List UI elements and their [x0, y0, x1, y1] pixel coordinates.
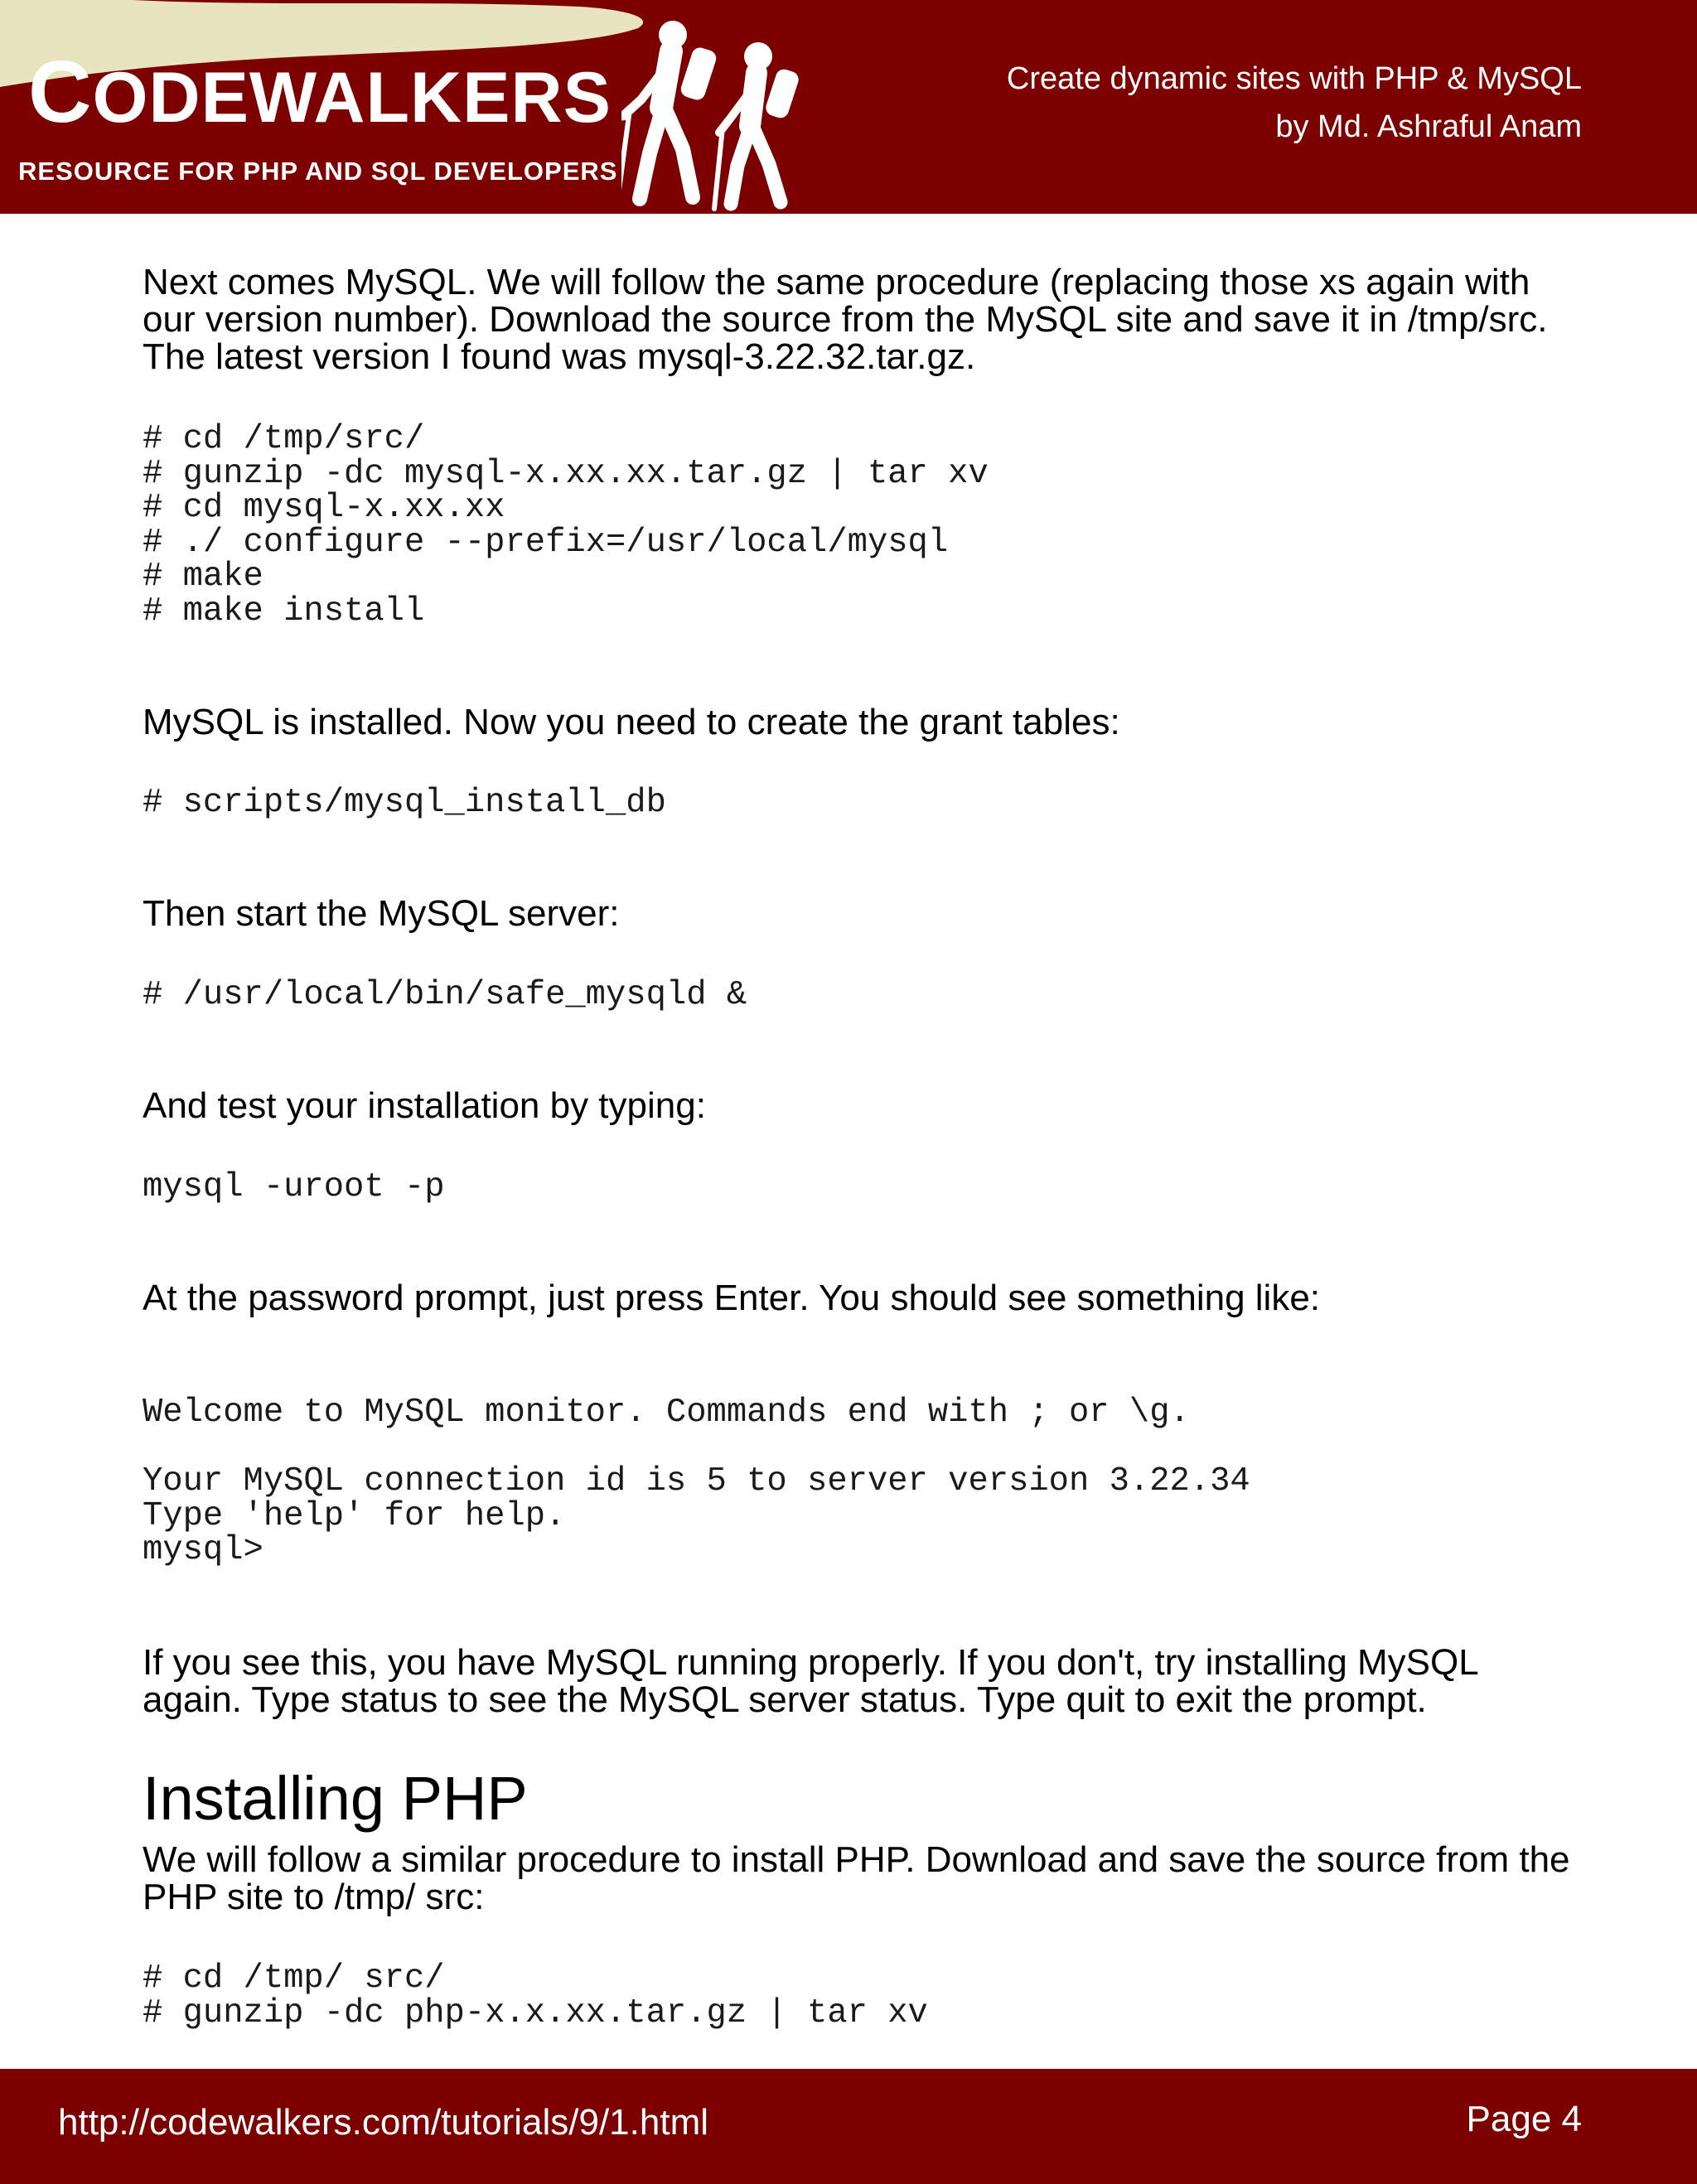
code-line	[143, 1431, 1250, 1466]
footer-url-link[interactable]: http://codewalkers.com/tutorials/9/1.html	[58, 2102, 708, 2143]
page-footer	[0, 2069, 1697, 2184]
grant-tables-paragraph: MySQL is installed. Now you need to create the grant tables:	[143, 702, 1120, 742]
code-line: # ./ configure --prefix=/usr/local/mysql	[143, 523, 949, 562]
document-title: Create dynamic sites with PHP & MySQL	[1006, 61, 1582, 96]
php-intro-paragraph: We will follow a similar procedure to install PHP. Download and save the source from the PHP site to /tmp/ src:	[143, 1839, 1570, 1917]
mysql-output-code	[143, 1396, 1250, 1568]
test-install-code	[143, 1168, 445, 1206]
code-line: # make	[143, 558, 263, 596]
test-install-paragraph: And test your installation by typing:	[143, 1085, 706, 1126]
code-line: # cd /tmp/src/	[143, 420, 425, 458]
code-line: mysql -uroot -p	[143, 1168, 445, 1206]
start-server-paragraph: Then start the MySQL server:	[143, 893, 620, 934]
code-line: # gunzip -dc php-x.x.xx.tar.gz | tar xv	[143, 1993, 928, 2032]
code-line: # make install	[143, 592, 425, 631]
code-line: Your MySQL connection id is 5 to server version 3.22.34	[143, 1462, 1250, 1500]
intro-paragraph: Next comes MySQL. We will follow the same procedure (replacing those xs again with our version number). Download the source from the MySQL site and save it in /tmp/src. The latest version I found was mysql-3.22.32.tar.gz.	[143, 262, 1548, 377]
document-author: by Md. Ashraful Anam	[1275, 109, 1582, 144]
mysql-build-code	[143, 420, 989, 631]
code-line: # gunzip -dc mysql-x.xx.xx.tar.gz | tar xv	[143, 454, 989, 493]
password-prompt-paragraph: At the password prompt, just press Enter. You should see something like:	[143, 1278, 1321, 1318]
code-line: # /usr/local/bin/safe_mysqld &	[143, 976, 747, 1014]
document-title-block	[1007, 55, 1582, 151]
hikers-logo-icon	[621, 17, 837, 211]
code-line: Type 'help' for help.	[143, 1496, 566, 1535]
install-db-code	[143, 786, 666, 821]
php-build-code	[143, 1959, 928, 2032]
code-line: Welcome to MySQL monitor. Commands end with ; or \g.	[143, 1394, 1190, 1432]
code-line: # cd /tmp/ src/	[143, 1959, 445, 1998]
page-number: Page 4	[1466, 2099, 1582, 2139]
logo-wordmark: CODEWALKERS	[28, 43, 612, 141]
code-line: # cd mysql-x.xx.xx	[143, 489, 505, 527]
code-line: # scripts/mysql_install_db	[143, 784, 666, 822]
page-header	[0, 0, 1697, 214]
section-heading-installing-php: Installing PHP	[143, 1764, 528, 1833]
logo-tagline: RESOURCE FOR PHP AND SQL DEVELOPERS	[18, 157, 618, 186]
start-server-code	[143, 978, 747, 1013]
code-line: mysql>	[143, 1531, 263, 1569]
success-paragraph: If you see this, you have MySQL running properly. If you don't, try installing MySQL again. Type status to see the MySQL server status. Type quit to exit the prompt.	[143, 1642, 1478, 1720]
